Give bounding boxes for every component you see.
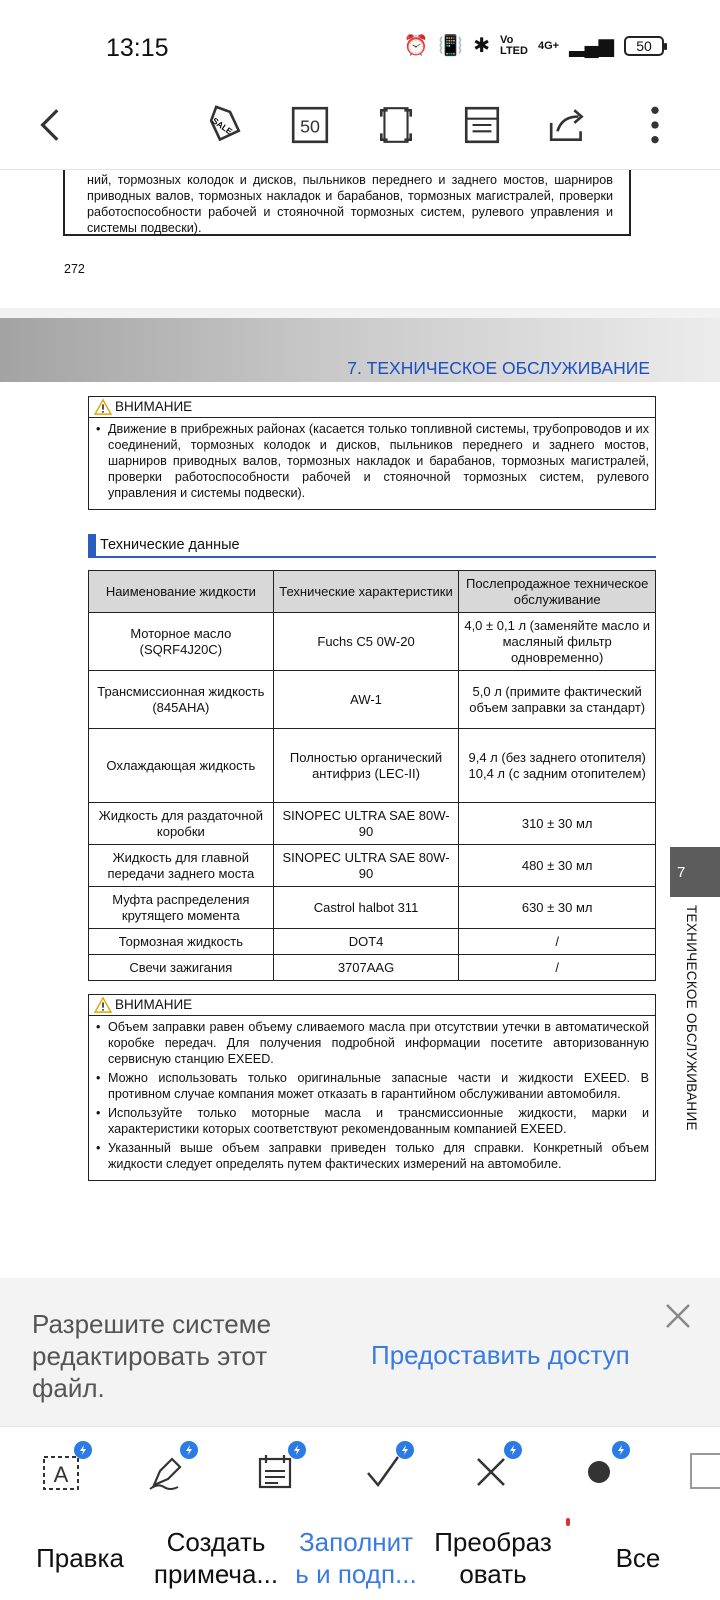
warning-item: • Можно использовать только оригинальные запасные части и жидкости EXEED. В противном случае компания может отказать в гарантийном обслуживании автомобиля. [95, 1070, 649, 1102]
page-number: 272 [64, 262, 85, 276]
vibrate-icon: 📳 [438, 35, 464, 57]
section-marker [88, 534, 96, 556]
edit-tools-row [0, 1426, 720, 1516]
warning-header [89, 995, 655, 1016]
banner-message: Разрешите системе редактировать этот файл. [32, 1309, 272, 1403]
table-row [89, 613, 656, 671]
table-cell: Полностью органический антифриз (LEC-II) [273, 729, 459, 803]
tab-comment[interactable]: Создать примеча... [153, 1527, 279, 1589]
share-icon[interactable] [543, 100, 593, 150]
back-arrow-icon[interactable] [26, 100, 76, 150]
table-header-row [89, 571, 656, 613]
form-icon[interactable] [242, 1439, 308, 1505]
table-row [89, 671, 656, 729]
tab-convert[interactable]: Преобраз овать [434, 1527, 552, 1589]
table-cell: / [459, 929, 656, 955]
dot-icon[interactable] [566, 1439, 632, 1505]
table-cell: 630 ± 30 мл [459, 887, 656, 929]
check-icon[interactable] [350, 1439, 416, 1505]
warning-title: ВНИМАНИЕ [115, 997, 193, 1012]
table-row [89, 729, 656, 803]
table-row [89, 803, 656, 845]
warning-item: • Движение в прибрежных районах (касается только топливной системы, трубопроводов и их соединений, тормозных колодок и дисков, пыльников переднего и заднего мостов, шарниров приводных валов, тормозных накладок и барабанов, тормозных магистралей, проверки работоспособности рабочей и стояночной тормозных систем, рулевого управления и системы подвески). [95, 421, 649, 501]
table-row [89, 929, 656, 955]
warning-icon [94, 997, 112, 1013]
svg-text:A: A [53, 1462, 69, 1487]
fluids-table [88, 570, 656, 981]
table-row [89, 887, 656, 929]
premium-badge-icon [504, 1441, 522, 1459]
table-cell: Тормозная жидкость [89, 929, 274, 955]
warning-box [88, 396, 656, 510]
cross-icon[interactable] [458, 1439, 524, 1505]
warning-item: • Используйте только моторные масла и трансмиссионные жидкости, марки и характеристики которых соответствуют рекомендованным компанией EXEED. [95, 1105, 649, 1137]
notification-dot [566, 1518, 570, 1526]
bottom-tab-bar [0, 1516, 720, 1600]
warning-item: • Указанный выше объем заправки приведен только для справки. Конкретный объем жидкости следует определять путем фактических измерений на автомобиле. [95, 1140, 649, 1172]
table-cell: Трансмиссионная жидкость (845AHA) [89, 671, 274, 729]
top-toolbar [0, 90, 720, 170]
table-cell: SINOPEC ULTRA SAE 80W-90 [273, 845, 459, 887]
table-cell: Жидкость для главной передачи заднего моста [89, 845, 274, 887]
warning-box [88, 994, 656, 1181]
close-icon[interactable] [660, 1298, 696, 1334]
chapter-side-label: ТЕХНИЧЕСКОЕ ОБСЛУЖИВАНИЕ [684, 905, 699, 1131]
table-cell: / [459, 955, 656, 981]
table-cell: Муфта распределения крутящего момента [89, 887, 274, 929]
page-separator [0, 308, 720, 318]
table-cell: SINOPEC ULTRA SAE 80W-90 [273, 803, 459, 845]
warning-icon [94, 399, 112, 415]
chapter-title: 7. ТЕХНИЧЕСКОЕ ОБСЛУЖИВАНИЕ [347, 358, 650, 378]
previous-page-text: ний, тормозных колодок и дисков, пыльников переднего и заднего мостов, шарниров приводных валов, тормозных накладок и барабанов, тормозных магистралей, проверки работоспособности рабочей и стояночной тормозных систем, рулевого управления и системы подвески). [63, 170, 631, 236]
table-cell: Жидкость для раздаточной коробки [89, 803, 274, 845]
alarm-icon: ⏰ [403, 35, 429, 57]
tab-edit[interactable]: Правка [36, 1543, 124, 1573]
premium-badge-icon [396, 1441, 414, 1459]
table-row [89, 845, 656, 887]
more-icon[interactable] [630, 100, 680, 150]
grant-access-button[interactable]: Предоставить доступ [371, 1340, 630, 1370]
table-cell: 310 ± 30 мл [459, 803, 656, 845]
status-time: 13:15 [106, 34, 169, 62]
pen-sign-icon[interactable] [134, 1439, 200, 1505]
table-cell: 5,0 л (примите фактический объем заправки за стандарт) [459, 671, 656, 729]
permission-banner [0, 1278, 720, 1426]
signal-icon: ▂▄▆ [569, 35, 614, 57]
table-cell: Свечи зажигания [89, 955, 274, 981]
warning-body [89, 418, 655, 509]
table-cell: DOT4 [273, 929, 459, 955]
table-cell: 3707AAG [273, 955, 459, 981]
table-header-cell: Технические характеристики [273, 571, 459, 613]
page-count-label: 50 [300, 116, 320, 137]
warning-body [89, 1016, 655, 1180]
table-cell: Охлаждающая жидкость [89, 729, 274, 803]
fullscreen-icon[interactable] [371, 100, 421, 150]
status-bar [0, 0, 720, 90]
page-view-icon[interactable] [457, 100, 507, 150]
document-view[interactable] [0, 170, 720, 1278]
premium-badge-icon [612, 1441, 630, 1459]
sale-tag-label: SALE [210, 115, 235, 137]
section-header [88, 534, 656, 558]
table-cell: Моторное масло (SQRF4J20C) [89, 613, 274, 671]
table-cell: 9,4 л (без заднего отопителя) 10,4 л (с задним отопителем) [459, 729, 656, 803]
warning-header [89, 397, 655, 418]
chapter-side-tab: 7 [670, 847, 720, 897]
page-count-icon[interactable] [285, 100, 335, 150]
network-type-label: 4G+ [537, 39, 560, 52]
table-cell: 480 ± 30 мл [459, 845, 656, 887]
table-cell: Fuchs C5 0W-20 [273, 613, 459, 671]
section-title: Технические данные [100, 537, 240, 553]
warning-item: • Объем заправки равен объему сливаемого масла при отсутствии утечки в автоматической коробке передач. Для получения подробной информации посетите авторизованную сервисную станцию EXEED. [95, 1019, 649, 1067]
volte-icon: Vo LTED [500, 34, 528, 57]
table-cell: Castrol halbot 311 [273, 887, 459, 929]
battery-icon: 50 [624, 36, 664, 56]
status-icons [403, 34, 664, 58]
tool-overflow-hint [690, 1453, 720, 1489]
tab-fill-sign[interactable]: Заполнит ь и подп... [295, 1527, 417, 1589]
bluetooth-icon: ✱ [473, 35, 491, 57]
warning-title: ВНИМАНИЕ [115, 399, 193, 414]
table-header-cell: Наименование жидкости [89, 571, 274, 613]
text-box-icon[interactable] [28, 1439, 94, 1505]
table-cell: 4,0 ± 0,1 л (заменяйте масло и масляный фильтр одновременно) [459, 613, 656, 671]
sale-tag-icon[interactable] [198, 100, 248, 150]
table-row [89, 955, 656, 981]
table-cell: AW-1 [273, 671, 459, 729]
premium-badge-icon [180, 1441, 198, 1459]
premium-badge-icon [288, 1441, 306, 1459]
premium-badge-icon [74, 1441, 92, 1459]
tab-all[interactable]: Все [615, 1543, 661, 1573]
table-header-cell: Послепродажное техническое обслуживание [459, 571, 656, 613]
